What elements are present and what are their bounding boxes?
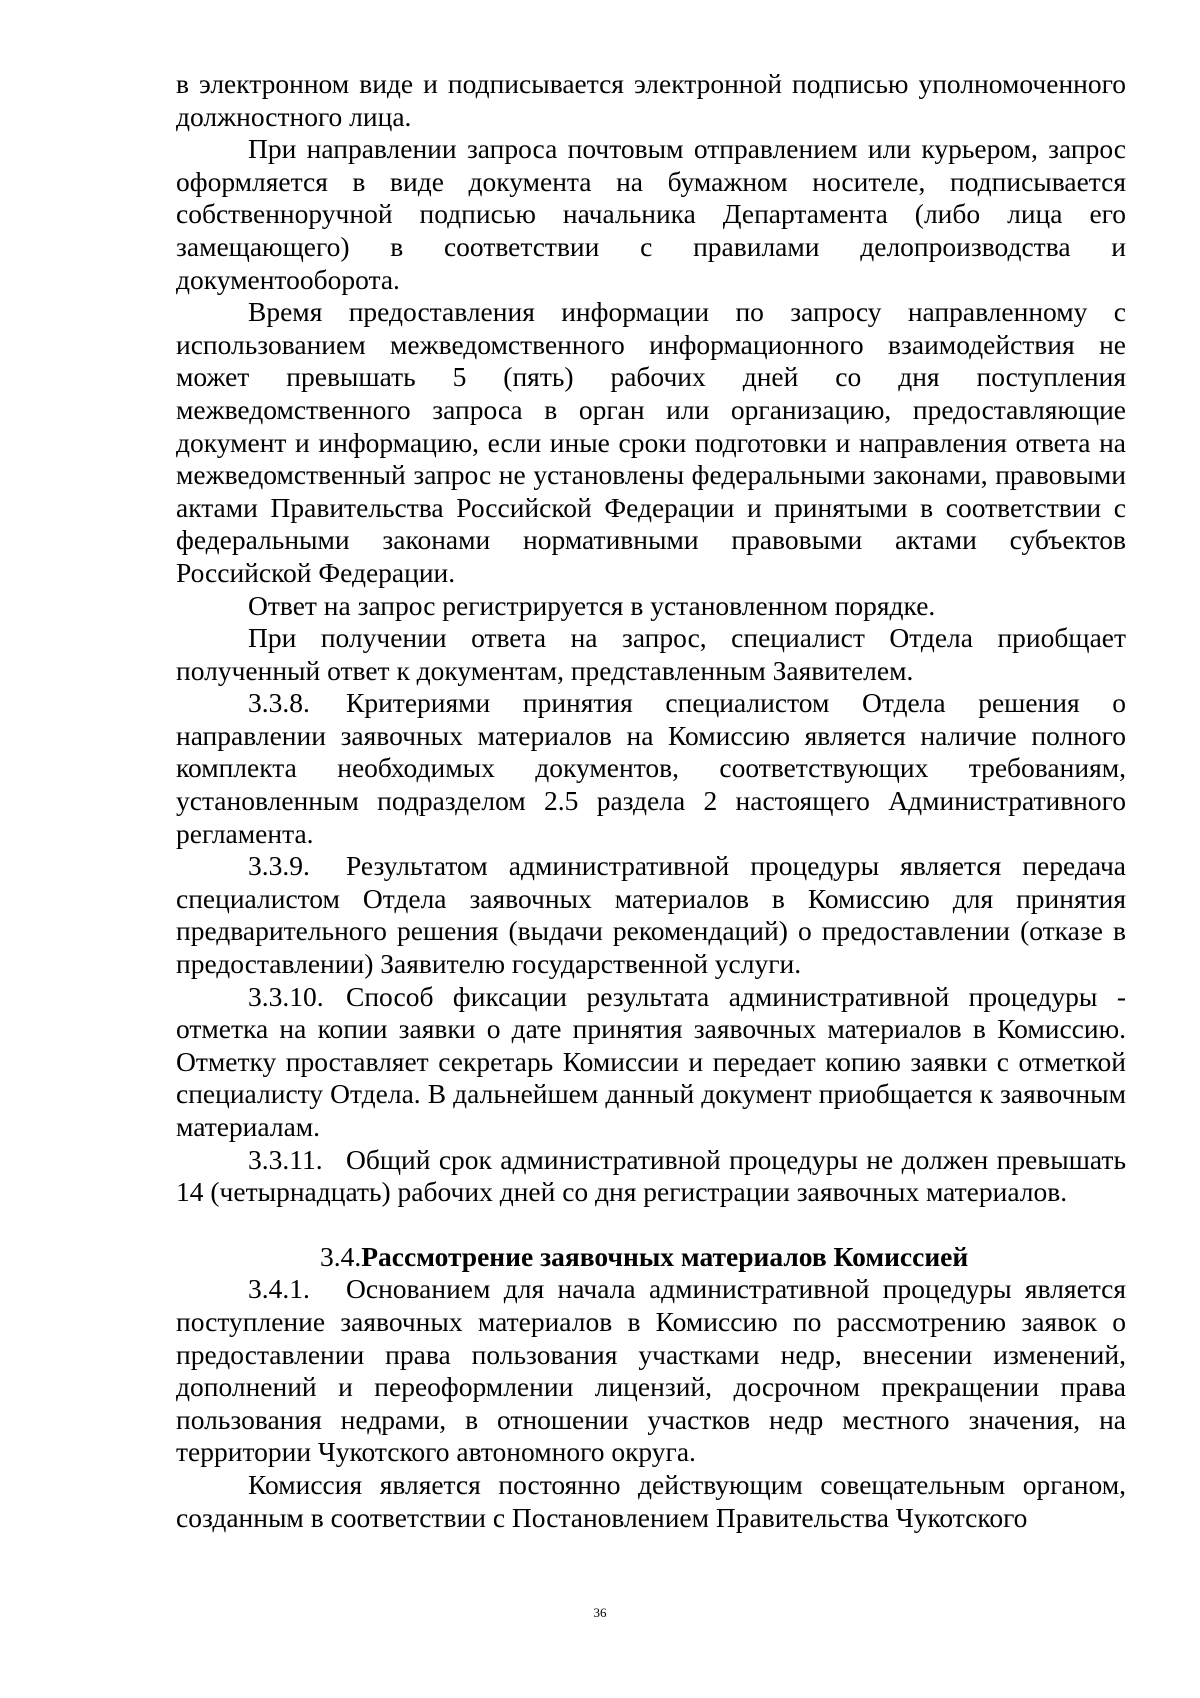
clause-text: Способ фиксации результата административной процедуры - отметка на копии заявки о дате принятия заявочных материалов в Комиссию. Отметку проставляет секретарь Комиссии и передает копию заявки с отметкой специалисту Отдела. В дальнейшем данный документ приобщается к заявочным материалам.: [176, 980, 1126, 1142]
paragraph-response-registration: Ответ на запрос регистрируется в установленном порядке.: [248, 589, 936, 621]
clause-3-3-8: [176, 687, 1126, 850]
clause-number: 3.3.10.: [248, 980, 324, 1012]
paragraph-response-attach: При получении ответа на запрос, специалист Отдела приобщает полученный ответ к документам, представленным Заявителем.: [176, 622, 1126, 686]
paragraph-response-time: Время предоставления информации по запросу направленному с использованием межведомственного информационного взаимодействия не может превышать 5 (пять) рабочих дней со дня поступления межведомственного запроса в орган или организацию, предоставляющие документ и информацию, если иные сроки подготовки и направления ответа на межведомственный запрос не установлены федеральными законами, правовыми актами Правительства Российской Федерации и принятыми в соответствии с федеральными законами нормативными правовыми актами субъектов Российской Федерации.: [176, 296, 1126, 588]
clause-text: Общий срок административной процедуры не должен превышать 14 (четырнадцать) рабочих дней со дня регистрации заявочных материалов.: [176, 1143, 1126, 1208]
section-heading-3-4: [176, 1241, 1126, 1274]
clause-3-3-10: [176, 981, 1126, 1144]
document-body: [176, 68, 1126, 1534]
paragraph-continuation: в электронном виде и подписывается электронной подписью уполномоченного должностного лица.: [176, 68, 1126, 132]
paragraph-commission: Комиссия является постоянно действующим совещательным органом, созданным в соответствии с Постановлением Правительства Чукотского: [176, 1468, 1126, 1533]
clause-text: Критериями принятия специалистом Отдела решения о направлении заявочных материалов на Комиссию является наличие полного комплекта необходимых документов, соответствующих требованиям, установленным подразделом 2.5 раздела 2 настоящего Административного регламента.: [176, 687, 1126, 849]
clause-3-3-9: [176, 850, 1126, 980]
clause-3-4-1: [176, 1273, 1126, 1469]
clause-number: 3.3.9.: [248, 850, 310, 882]
section-title: Рассмотрение заявочных материалов Комиссией: [361, 1240, 969, 1272]
clause-text: Основанием для начала административной процедуры является поступление заявочных материалов в Комиссию по рассмотрению заявок о предоставлении права пользования участками недр, внесении изменений, дополнений и переоформлении лицензий, досрочном прекращении права пользования недрами, в отношении участков недр местного значения, на территории Чукотского автономного округа.: [176, 1273, 1126, 1468]
clause-number: 3.4.1.: [248, 1273, 310, 1305]
page-number: 36: [593, 1605, 607, 1620]
paragraph-postal-request: При направлении запроса почтовым отправлением или курьером, запрос оформляется в виде документа на бумажном носителе, подписывается собственноручной подписью начальника Департамента (либо лица его замещающего) в соответствии с правилами делопроизводства и документооборота.: [176, 133, 1126, 295]
clause-number: 3.3.11.: [248, 1143, 323, 1175]
section-number: 3.4.: [320, 1240, 362, 1272]
clause-number: 3.3.8.: [248, 687, 310, 719]
clause-3-3-11: [176, 1144, 1126, 1209]
clause-text: Результатом административной процедуры является передача специалистом Отдела заявочных материалов в Комиссию для принятия предварительного решения (выдачи рекомендаций) о предоставлении (отказе в предоставлении) Заявителю государственной услуги.: [176, 850, 1126, 980]
